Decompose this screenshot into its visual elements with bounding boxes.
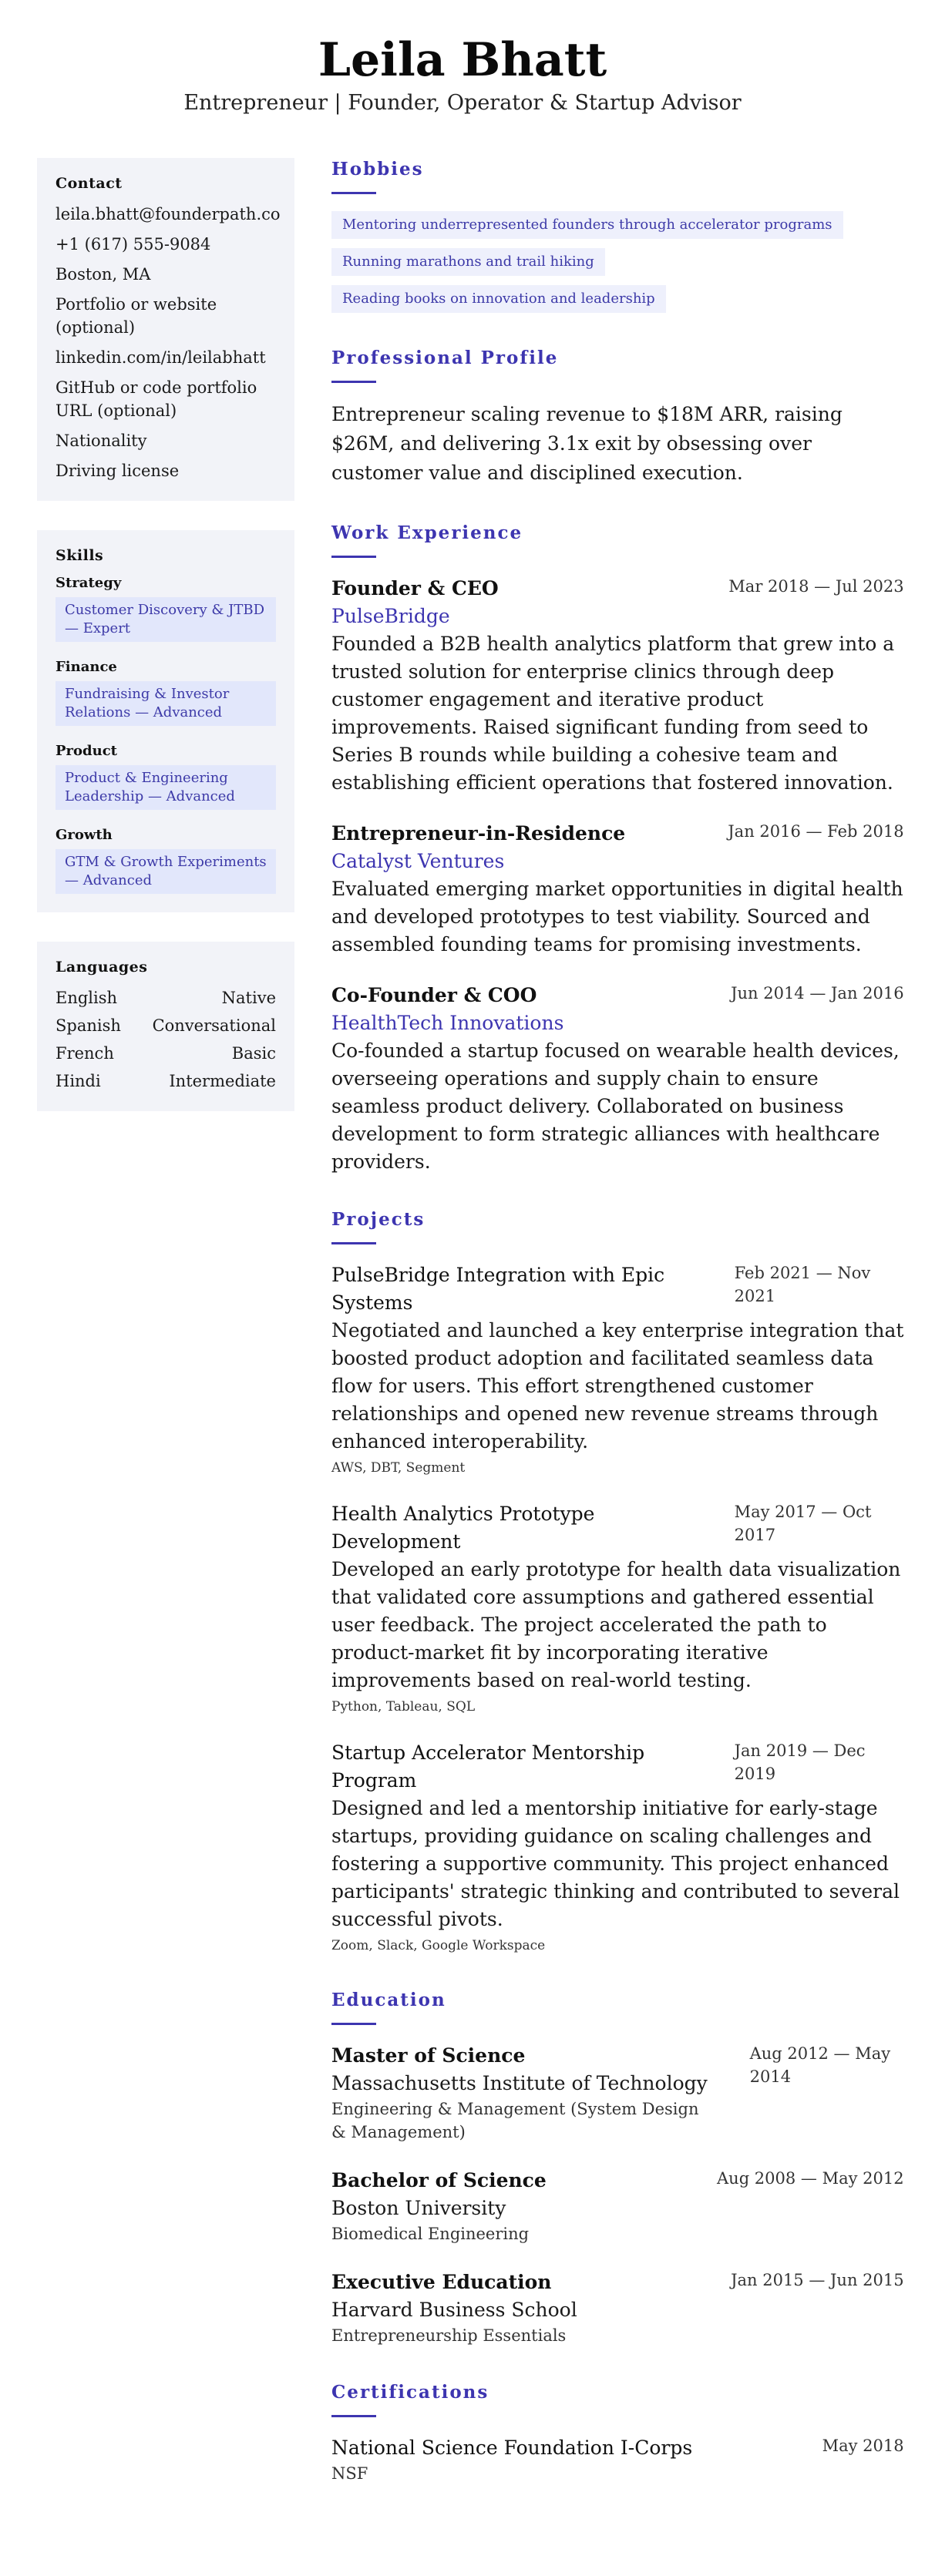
job-title: Founder & CEO [331,577,499,599]
skill-chip: Customer Discovery & JTBD — Expert [56,597,276,642]
language-level: Conversational [152,1016,276,1035]
section-rule [331,192,376,194]
project-description: Designed and led a mentorship initiative for early-stage startups, providing guidance on scaling challenges and fostering a supportive community. This project enhanced participants' strategic thinking and contributed to several successful pivots. [331,1797,900,1930]
contact-github: GitHub or code portfolio URL (optional) [56,378,257,420]
project-name: Health Analytics Prototype Development [331,1503,595,1553]
languages-title: Languages [56,959,148,976]
experience-entry [331,982,904,1176]
field-of-study: Biomedical Engineering [331,2225,530,2243]
skills-card [37,530,294,912]
degree-title: Executive Education [331,2271,552,2293]
certification-name: National Science Foundation I-Corps [331,2437,693,2459]
degree-title: Bachelor of Science [331,2169,547,2191]
education-entry [331,2042,904,2144]
language-name: Hindi [56,1072,101,1090]
job-title: Entrepreneur-in-Residence [331,822,626,845]
job-dates: Mar 2018 — Jul 2023 [728,577,904,596]
language-row [56,986,276,1009]
certification-issuer: NSF [331,2464,368,2483]
skill-category: Product [56,743,117,759]
certification-entry [331,2434,904,2485]
company-name: PulseBridge [331,605,450,627]
project-name: PulseBridge Integration with Epic Systems [331,1264,665,1314]
project-dates: Feb 2021 — Nov 2021 [734,1264,871,1305]
skill-category: Growth [56,827,113,843]
contact-portfolio: Portfolio or website (optional) [56,295,217,337]
hobby-chip: Reading books on innovation and leadership [331,285,666,313]
language-level: Native [221,989,276,1007]
education-section [331,1989,904,2347]
skill-group [56,827,276,894]
school-name: Massachusetts Institute of Technology [331,2072,708,2094]
section-title: Projects [331,1209,426,1230]
contact-email: leila.bhatt@founderpath.co [56,205,281,223]
profile-section [331,347,904,488]
language-name: English [56,989,118,1007]
main-column [331,158,904,2519]
project-tech: Zoom, Slack, Google Workspace [331,1938,546,1953]
job-description: Evaluated emerging market opportunities in digital health and developed prototypes to test viability. Sourced and assembled founding teams for promising investments. [331,878,903,956]
experience-entry [331,820,904,959]
degree-title: Master of Science [331,2044,526,2067]
job-description: Co-founded a startup focused on wearable health devices, overseeing operations and supply chain to ensure seamless product delivery. Collaborated on business development to form strategic alliances with healthcare providers. [331,1039,900,1173]
section-title: Certifications [331,2382,489,2403]
projects-section [331,1208,904,1955]
hobby-chip: Mentoring underrepresented founders through accelerator programs [331,211,843,239]
language-row [56,1014,276,1037]
project-description: Developed an early prototype for health data visualization that validated core assumptions and gathered essential user feedback. The project accelerated the path to product-market fit by incorporating iterative improvements based on real-world testing. [331,1558,901,1691]
hobbies-section [331,158,904,322]
job-dates: Jun 2014 — Jan 2016 [731,984,904,1003]
job-title: Co-Founder & COO [331,984,537,1006]
school-name: Boston University [331,2197,506,2219]
company-name: Catalyst Ventures [331,850,505,872]
profile-summary: Entrepreneur scaling revenue to $18M ARR, raising $26M, and delivering 3.1x exit by obsessing over customer value and disciplined execution. [331,403,843,484]
certifications-section [331,2381,904,2485]
education-dates: Aug 2012 — May 2014 [749,2044,891,2086]
education-entry [331,2269,904,2347]
school-name: Harvard Business School [331,2299,577,2321]
section-rule [331,1242,376,1244]
section-rule [331,2415,376,2417]
project-dates: May 2017 — Oct 2017 [734,1503,872,1544]
skills-title: Skills [56,547,104,564]
skill-chip: GTM & Growth Experiments — Advanced [56,849,276,894]
skill-group [56,575,276,642]
sidebar [37,158,294,2519]
section-rule [331,2023,376,2025]
education-entry [331,2167,904,2245]
job-description: Founded a B2B health analytics platform that grew into a trusted solution for enterprise clinics through deep customer engagement and iterative product improvements. Raised significant funding from seed to Series B rounds while building a cohesive team and establishing efficient operations that fostered innovation. [331,633,895,794]
candidate-name: Leila Bhatt [318,33,607,87]
experience-section [331,522,904,1176]
education-dates: Jan 2015 — Jun 2015 [731,2271,904,2289]
language-level: Intermediate [169,1072,276,1090]
contact-card [37,158,294,501]
project-entry [331,1261,904,1477]
language-level: Basic [231,1044,276,1063]
education-dates: Aug 2008 — May 2012 [717,2169,904,2188]
skill-chip: Product & Engineering Leadership — Advanced [56,765,276,810]
project-description: Negotiated and launched a key enterprise integration that boosted product adoption and facilitated seamless data flow for users. This effort strengthened customer relationships and opened new revenue streams through enhanced interoperability. [331,1319,904,1453]
languages-card [37,942,294,1111]
contact-driving-license: Driving license [56,462,180,480]
project-dates: Jan 2019 — Dec 2019 [734,1741,866,1783]
skill-chip: Fundraising & Investor Relations — Advanced [56,681,276,726]
section-rule [331,556,376,558]
project-name: Startup Accelerator Mentorship Program [331,1741,645,1792]
contact-location: Boston, MA [56,265,151,284]
language-name: Spanish [56,1016,121,1035]
section-title: Professional Profile [331,348,559,368]
contact-phone: +1 (617) 555-9084 [56,235,211,254]
project-tech: AWS, DBT, Segment [331,1460,466,1476]
contact-nationality: Nationality [56,432,147,450]
language-name: French [56,1044,114,1063]
project-tech: Python, Tableau, SQL [331,1699,476,1715]
company-name: HealthTech Innovations [331,1012,564,1034]
skill-group [56,659,276,726]
contact-title: Contact [56,175,123,192]
section-title: Work Experience [331,522,523,543]
field-of-study: Entrepreneurship Essentials [331,2326,567,2345]
resume-layout [0,158,925,2519]
job-dates: Jan 2016 — Feb 2018 [728,822,904,841]
certification-date: May 2018 [822,2437,904,2455]
experience-entry [331,575,904,797]
language-row [56,1070,276,1093]
skill-group [56,743,276,810]
section-title: Education [331,1990,446,2010]
project-entry [331,1739,904,1955]
field-of-study: Engineering & Management (System Design & Management) [331,2100,699,2141]
language-row [56,1042,276,1065]
resume-header [0,0,925,117]
hobby-chip: Running marathons and trail hiking [331,248,605,276]
candidate-tagline: Entrepreneur | Founder, Operator & Startup Advisor [183,91,742,115]
project-entry [331,1500,904,1716]
section-rule [331,381,376,383]
contact-linkedin: linkedin.com/in/leilabhatt [56,348,266,367]
section-title: Hobbies [331,159,424,180]
skill-category: Finance [56,659,117,675]
skill-category: Strategy [56,575,122,591]
